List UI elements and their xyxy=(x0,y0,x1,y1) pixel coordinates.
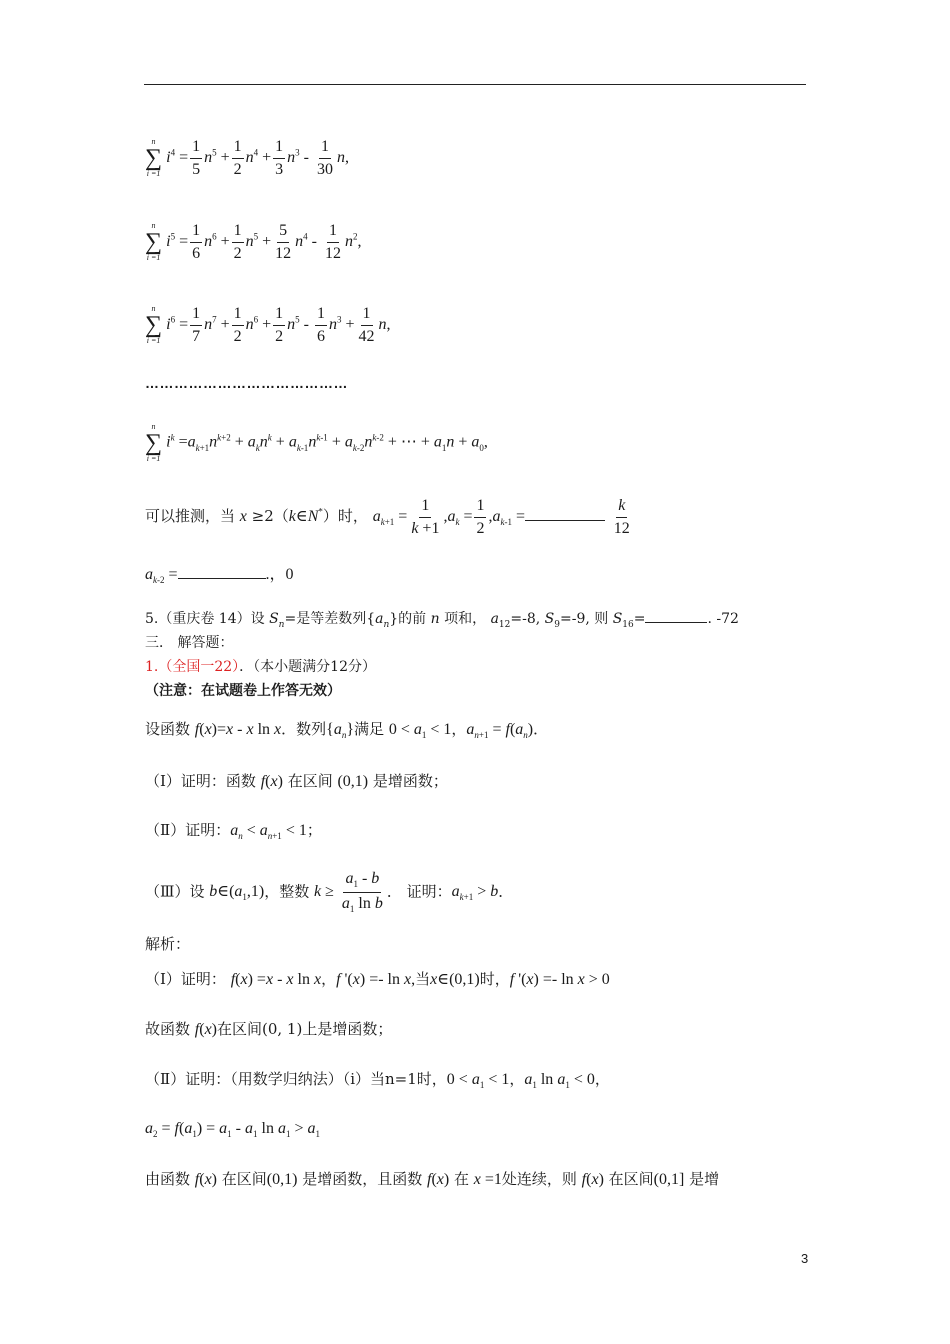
question-1-header: 1.（全国一22）．（本小题满分12分） xyxy=(145,659,376,675)
guess-line: 可以推测，当 x ≥2（k∈N*）时， $a_{k+1}$ = $\frac{1}{k +1}$ $,a_k$ = $\frac{1}{2}$ $,a_{k-1}$ = $\frac{k}{12}$ xyxy=(145,497,630,537)
section-heading: 三． 解答题： xyxy=(145,635,234,651)
part-1: （Ⅰ）证明：函数 f(x) 在区间 (0,1) 是增函数； xyxy=(145,772,448,790)
formula-sum-i4: n ∑ i =1 $i^4$ = $\frac{1}{5}$ $n^5$ + $\frac{1}{2}$ $n^4$ + $\frac{1}{3}$ $n^3$ - $\frac{1}{30}$ n, xyxy=(145,137,349,179)
notice: （注意：在试题卷上作答无效） xyxy=(145,683,341,699)
formula-sum-ik: n ∑ i =1 $i^k =a_{k+1}n^{k+2} + a_kn^k + a_{k-1}n^{k-1} + a_{k-2}n^{k-2}$ + ⋯ + $a_1n + a_0$, xyxy=(145,422,488,463)
question-5: 5.（重庆卷 14）设 $S_n=$是等差数列$\{a_n\}$的前 n 项和， $a_{12}=-8$, $S_9=-9$, 则 $S_{16}=$ . -72 xyxy=(145,611,739,630)
part-3: （Ⅲ）设 $b\in(a_1,1)$，整数 k ≥ $\frac{a_1 - b}{a_1 \ln b}$ ． 证明：$a_{k+1} > b$． xyxy=(145,870,514,915)
problem-stem: 设函数 f(x)=x - x ln x．数列$\{a_n\}$满足 $0 < a_1 < 1$，$a_{n+1} = f(a_n)$． xyxy=(145,720,549,741)
solution-2c: 由函数 f(x) 在区间(0,1) 是增函数，且函数 f(x) 在 x =1处连续，则 f(x) 在区间(0,1] 是增 xyxy=(145,1170,720,1188)
solution-2: （Ⅱ）证明：（用数学归纳法）（i）当n=1时，$0 < a_1 < 1$，$a_1$ $\ln a_1 < 0$， xyxy=(145,1070,610,1091)
solution-2b: $a_2 = f(a_1) = a_1 - a_1$ $\ln a_1 > a_1$ xyxy=(145,1120,320,1140)
solution-1: （Ⅰ）证明： f(x) =x - x ln x，f '(x) =- ln x,当x∈(0,1)时，f '(x) =- ln x > 0 xyxy=(145,970,610,988)
part-2: （Ⅱ）证明：$a_n < a_{n+1} < 1$； xyxy=(145,821,322,842)
header-rule xyxy=(144,84,806,85)
page-number: 3 xyxy=(801,1251,809,1266)
formula-sum-i5: n ∑ i =1 $i^5$ = $\frac{1}{6}$ $n^6$ + $\frac{1}{2}$ $n^5$ + $\frac{5}{12}$ $n^4$ - $\frac{1}{12}$ $n^2$, xyxy=(145,221,362,263)
formula-sum-i6: n ∑ i =1 $i^6$ = $\frac{1}{7}$ $n^7$ + $\frac{1}{2}$ $n^6$ + $\frac{1}{2}$ $n^5$ - $\frac{1}{6}$ $n^3$ + $\frac{1}{42}$ n, xyxy=(145,304,391,346)
solution-1b: 故函数 f(x)在区间(0, 1)上是增函数； xyxy=(145,1020,393,1038)
analysis-label: 解析： xyxy=(145,935,191,953)
ak2-line: $a_{k-2}$ = .，0 xyxy=(145,566,294,586)
ellipsis-row: …………………………………… xyxy=(145,375,348,391)
